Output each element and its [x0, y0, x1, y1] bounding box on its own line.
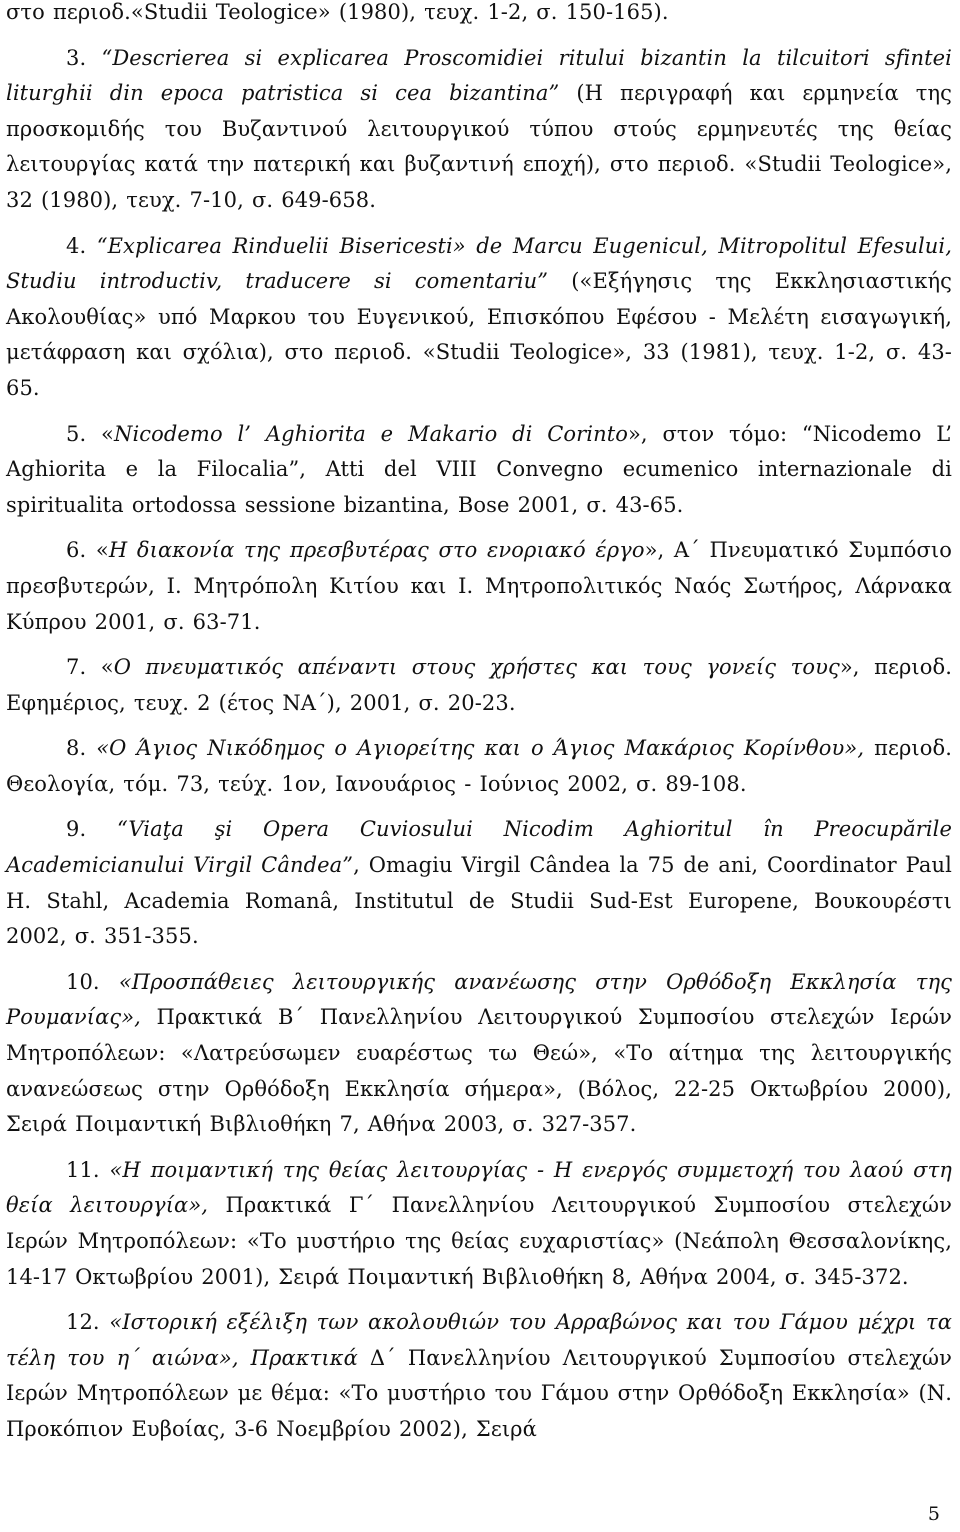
- entry-title: «Η ποιμαντική της θείας λειτουργίας - Η ενεργός συμμετοχή του λαού στη θεία λειτουργία»,: [6, 1157, 952, 1218]
- page-number: 5: [927, 1503, 940, 1525]
- entry-details: («Εξήγησις της Εκκλησιαστικής Ακολουθίας» υπό Μαρκου του Ευγενικού, Επισκόπου Εφέσου - Μελέτη εισαγωγική, μετάφραση και σχόλια), στο περιοδ. «Studii Teologice», 33 (1981), τευχ. 1-2, σ. 43-65.: [6, 269, 952, 400]
- entry-title: «Προσπάθειες λειτουργικής ανανέωσης στην Ορθόδοξη Εκκλησία της Ρουμανίας»,: [6, 969, 952, 1030]
- bibliography-entry-5: [6, 417, 952, 524]
- entry-details: , Omagiu Virgil Cândea la 75 de ani, Coordinator Paul H. Stahl, Academia Romanâ, Institutul de Studii Sud-Est Europene, Βουκουρέστι 2002, σ. 351-355.: [6, 853, 952, 949]
- entry-title: Η διακονία της πρεσβυτέρας στο ενοριακό έργο: [108, 538, 645, 563]
- bibliography-entry-11: [6, 1153, 952, 1295]
- bibliography-entry-9: [6, 812, 952, 954]
- entry-title: Nicodemo l’ Aghiorita e Makario di Corinto: [113, 421, 628, 446]
- entry-details: Πρακτικά Β΄ Πανελληνίου Λειτουργικού Συμποσίου στελεχών Ιερών Μητροπόλεων: «Λατρεύσωμεν ευαρέστως τω Θεώ», «Το αίτημα της λειτουργικής ανανεώσεως στην Ορθόδοξη Εκκλησία σήμερα», (Βόλος, 22-25 Οκτωβρίου 2000), Σειρά Ποιμαντική Βιβλιοθήκη 7, Αθήνα 2003, σ. 327-357.: [6, 1005, 952, 1137]
- entry-text: στο περιοδ.«Studii Teologice» (1980), τευχ. 1-2, σ. 150-165).: [6, 0, 669, 24]
- entry-title: Ο πνευματικός απέναντι στους χρήστες και τους γονείς τους: [113, 655, 840, 680]
- bibliography-entry-2-continuation: [6, 0, 952, 31]
- bibliography-entry-10: [6, 965, 952, 1143]
- entry-number: 12.: [66, 1310, 100, 1335]
- bibliography-entry-12: [6, 1305, 952, 1447]
- entry-details: Πρακτικά Γ΄ Πανελληνίου Λειτουργικού Συμποσίου στελεχών Ιερών Μητροπόλεων: «Το μυστήριο της θείας ευχαριστίας» (Νεάπολη Θεσσαλονίκης, 14-17 Οκτωβρίου 2001), Σειρά Ποιμαντική Βιβλιοθήκη 8, Αθήνα 2004, σ. 345-372.: [6, 1193, 952, 1289]
- entry-details: περιοδ. Θεολογία, τόμ. 73, τεύχ. 1ον, Ιανουάριος - Ιούνιος 2002, σ. 89-108.: [6, 736, 952, 796]
- entry-title: «Ιστορική εξέλιξη των ακολουθιών του Αρραβώνος και του Γάμου μέχρι τα τέλη του η΄ αιώνα», Πρακτικά: [6, 1310, 952, 1370]
- entry-number: 5.: [66, 421, 87, 446]
- entry-details: », Α΄ Πνευματικό Συμπόσιο πρεσβυτερών, Ι. Μητρόπολη Κιτίου και Ι. Μητροπολιτικός Ναός Σωτήρος, Λάρνακα Κύπρου 2001, σ. 63-71.: [6, 538, 952, 634]
- bibliography-entry-3: [6, 41, 952, 219]
- entry-number: 4.: [66, 233, 87, 258]
- entry-title: “Explicarea Rinduelii Bisericesti» de Marcu Eugenicul, Mitropolitul Efesului, Studiu introductiv, traducere si comentariu”: [6, 233, 953, 294]
- entry-title: “Descrierea si explicarea Proscomidiei ritului bizantin la tilcuitori sfintei liturghii din epoca patristica si cea bizantina”: [6, 45, 952, 106]
- document-page: [6, 0, 952, 1448]
- entry-number: 10.: [66, 969, 100, 994]
- entry-number: 8.: [66, 736, 87, 761]
- entry-title: “Viaţa şi Opera Cuviosului Nicodim Aghioritul în Preocupările Academicianului Virgil Cândea”: [6, 817, 952, 878]
- entry-open-quote: «: [86, 421, 114, 446]
- entry-number: 9.: [66, 817, 87, 842]
- entry-details: », στον τόμο: “Nicodemo L’ Aghiorita e la Filocalia”, Atti del VIII Convegno ecumenico internazionale di spiritualita ortodossa sessione bizantina, Bose 2001, σ. 43-65.: [6, 421, 952, 517]
- bibliography-entry-4: [6, 229, 952, 407]
- entry-number: 11.: [66, 1157, 100, 1182]
- bibliography-entry-8: [6, 731, 952, 802]
- bibliography-entry-7: [6, 650, 952, 721]
- entry-details: », περιοδ. Εφημέριος, τευχ. 2 (έτος ΝΑ΄), 2001, σ. 20-23.: [6, 655, 952, 715]
- entry-details: Δ΄ Πανελληνίου Λειτουργικού Συμποσίου στελεχών Ιερών Μητροπόλεων με θέμα: «Το μυστήριο του Γάμου στην Ορθόδοξη Εκκλησία» (Ν. Προκόπιον Ευβοίας, 3-6 Νοεμβρίου 2002), Σειρά: [6, 1345, 952, 1441]
- entry-number: 7.: [66, 655, 87, 680]
- entry-details: (Η περιγραφή και ερμηνεία της προσκομιδής του Βυζαντινού λειτουργικού τύπου στούς ερμηνευτές της θείας λειτουργίας κατά την πατερική και βυζαντινή εποχή), στο περιοδ. «Studii Teologice», 32 (1980), τευχ. 7-10, σ. 649-658.: [6, 81, 952, 212]
- entry-number: 3.: [66, 45, 87, 70]
- bibliography-entry-6: [6, 533, 952, 640]
- entry-number: 6.: [66, 538, 87, 563]
- entry-open-quote: «: [86, 538, 109, 563]
- entry-title: «Ο Άγιος Νικόδημος ο Αγιορείτης και ο Άγιος Μακάριος Κορίνθου»,: [86, 736, 865, 761]
- entry-open-quote: «: [86, 655, 114, 680]
